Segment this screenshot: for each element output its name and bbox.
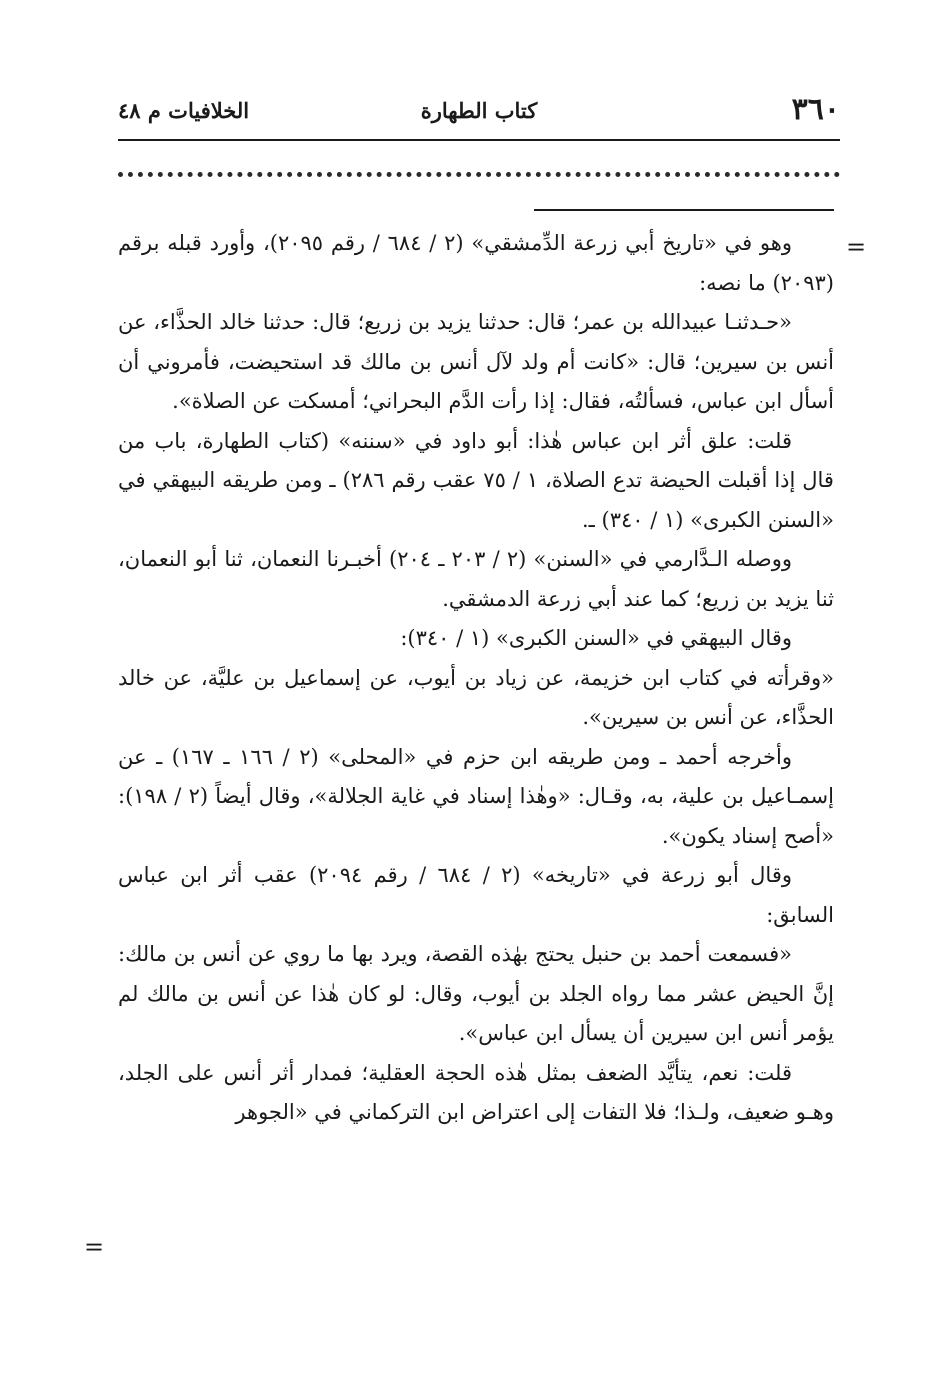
header-rule: [118, 139, 840, 141]
running-title: كتاب الطهارة: [420, 98, 538, 123]
footnote-paragraph: ووصله الـدَّارمي في «السنن» (٢ / ٢٠٣ ـ ٢٠٤) أخبـرنا النعمان، ثنا أبو النعمان، ثنا يزيد بن زريع؛ كما عند أبي زرعة الدمشقي.: [118, 547, 834, 611]
footnote-paragraph: وقال أبو زرعة في «تاريخه» (٢ / ٦٨٤ / رقم ٢٠٩٤) عقب أثر ابن عباس السابق:: [118, 863, 834, 927]
page-header: [118, 92, 840, 132]
footnote-paragraph: «فسمعت أحمد بن حنبل يحتج بهٰذه القصة، ويرد بها ما روي عن أنس بن مالك: إنَّ الحيض عشر مما رواه الجلد بن أيوب، وقال: لو كان هٰذا عن أنس بن مالك لم يؤمر أنس ابن سيرين أن يسأل ابن عباس».: [118, 942, 834, 1045]
footnote-paragraph: «وقرأته في كتاب ابن خزيمة، عن زياد بن أيوب، عن إسماعيل بن عليَّة، عن خالد الحذَّاء، عن أنس بن سيرين».: [118, 665, 834, 729]
footnote-paragraph: قلت: نعم، يتأيَّد الضعف بمثل هٰذه الحجة العقلية؛ فمدار أثر أنس على الجلد، وهـو ضعيف، ولـذا؛ فلا التفات إلى اعتراض ابن التركماني في «الجوهر: [118, 1060, 834, 1124]
footnote-body: [118, 224, 834, 1133]
dotted-separator: [118, 172, 840, 177]
continuation-marker-bottom: =: [84, 1233, 105, 1261]
page-number: ٣٦٠: [791, 92, 840, 127]
footnote-paragraph: «حـدثنـا عبيدالله بن عمر؛ قال: حدثنا يزيد بن زريع؛ قال: حدثنا خالد الحذَّاء، عن أنس بن سيرين؛ قال: «كانت أم ولد لآل أنس بن مالك قد استحيضت، فأمروني أن أسأل ابن عباس، فسألتُه، فقال: إذا رأت الدَّم البحراني؛ أمسكت عن الصلاة».: [118, 310, 834, 413]
volume-signature: الخلافيات م ٤٨: [118, 98, 250, 123]
footnote-paragraph: وهو في «تاريخ أبي زرعة الدِّمشقي» (٢ / ٦٨٤ / رقم ٢٠٩٥)، وأورد قبله برقم (٢٠٩٣) ما نصه:: [118, 231, 834, 295]
footnote-paragraph: وأخرجه أحمد ـ ومن طريقه ابن حزم في «المحلى» (٢ / ١٦٦ ـ ١٦٧) ـ عن إسمـاعيل بن علية، به، وقـال: «وهٰذا إسناد في غاية الجلالة»، وقال أيضاً (٢ / ١٩٨): «أصح إسناد يكون».: [118, 744, 834, 848]
footnote-paragraph: قلت: علق أثر ابن عباس هٰذا: أبو داود في «سننه» (كتاب الطهارة، باب من قال إذا أقبلت الحيضة تدع الصلاة، ١ / ٧٥ عقب رقم ٢٨٦) ـ ومن طريقه البيهقي في «السنن الكبرى» (١ / ٣٤٠) ـ.: [118, 428, 834, 532]
continuation-marker-top: =: [846, 233, 867, 261]
footnote-paragraph: وقال البيهقي في «السنن الكبرى» (١ / ٣٤٠):: [400, 626, 792, 650]
footnote-rule: [534, 209, 834, 211]
